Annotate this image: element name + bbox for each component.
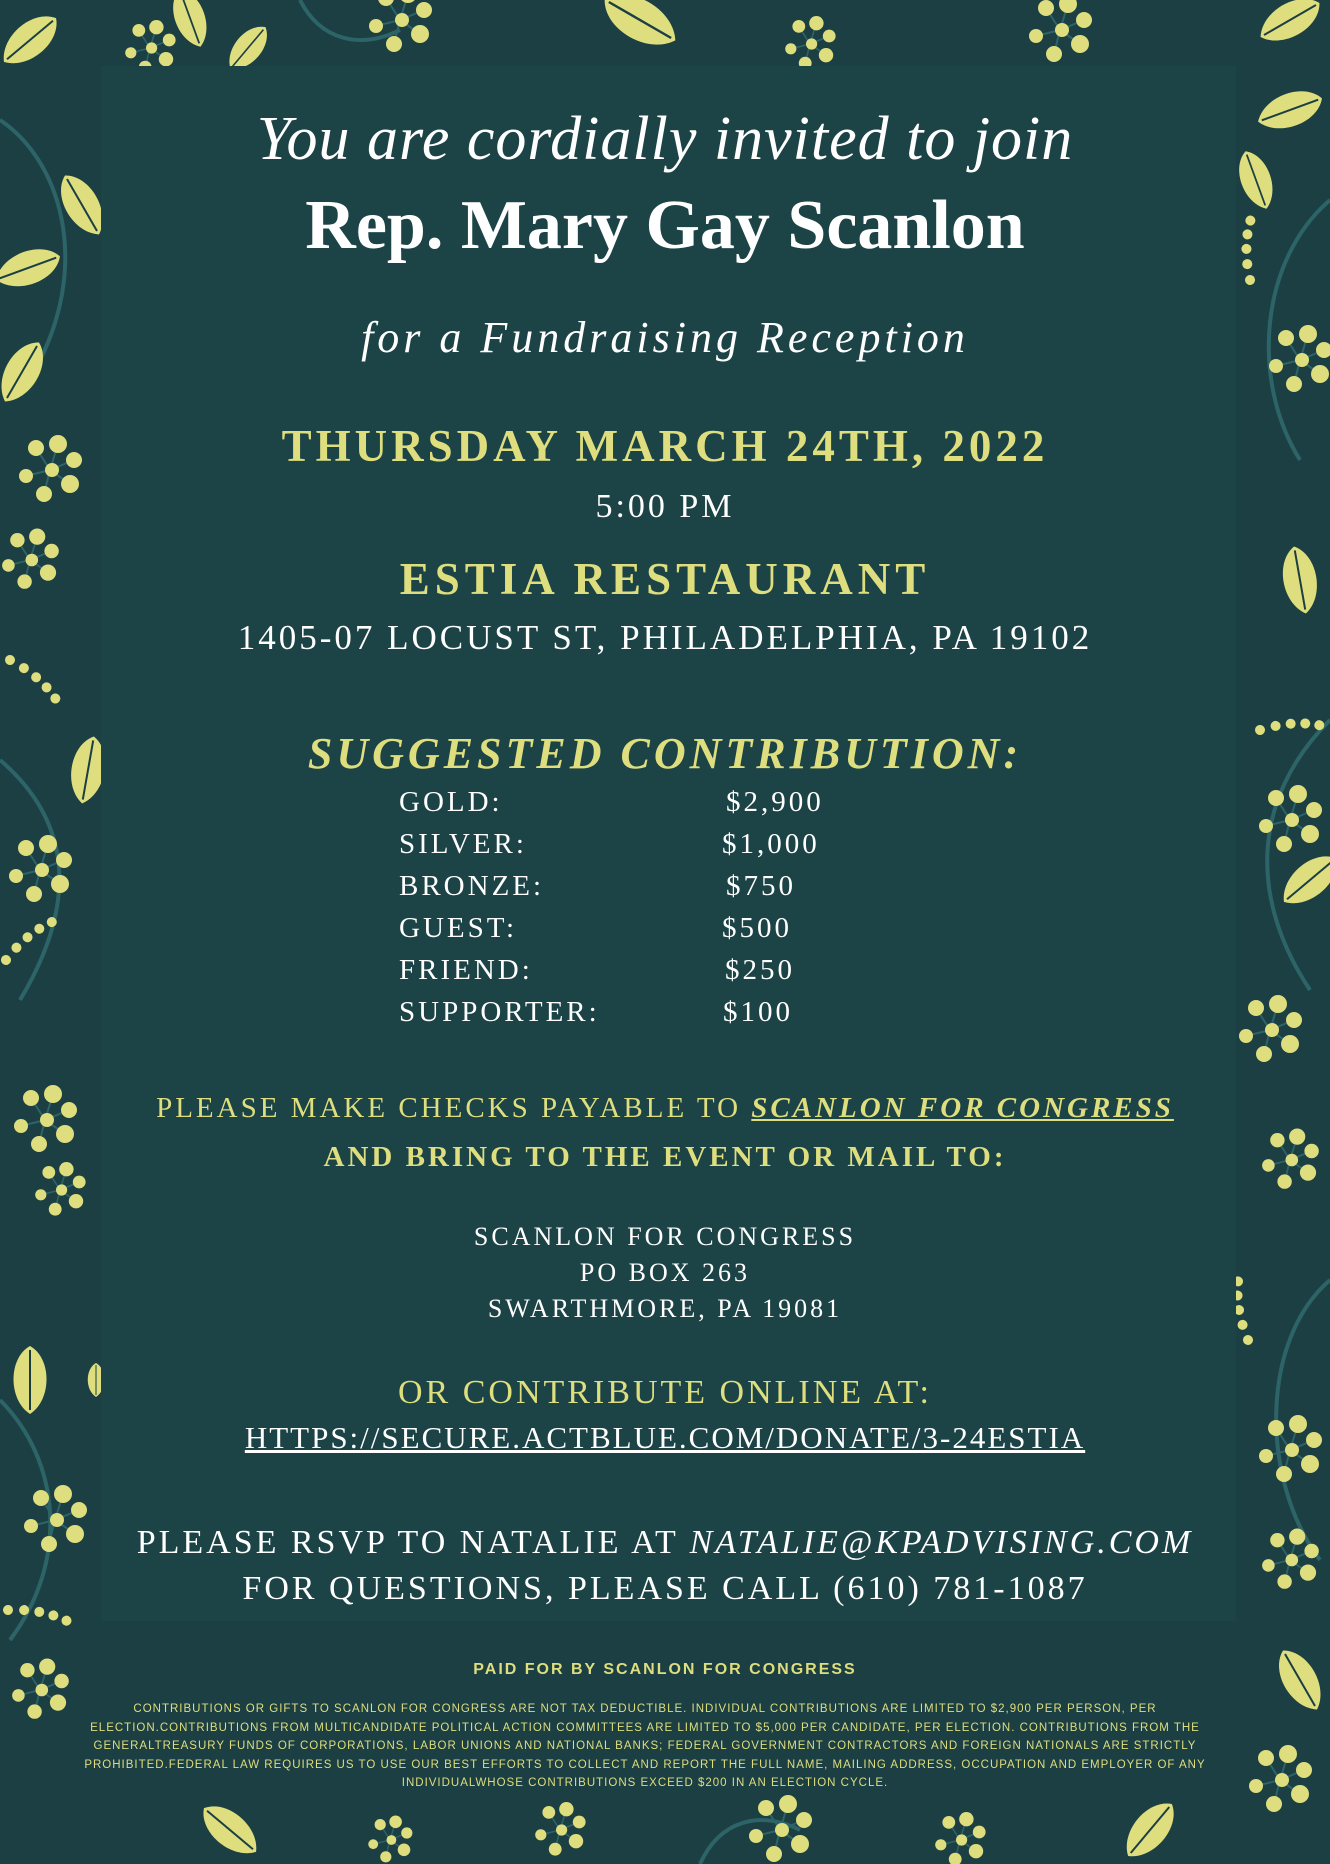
venue-address: 1405-07 LOCUST ST, PHILADELPHIA, PA 19102	[237, 618, 1093, 657]
tier-amount: $250	[725, 954, 795, 986]
rsvp-line	[0, 1524, 1330, 1562]
paid-for-notice: PAID FOR BY SCANLON FOR CONGRESS	[473, 1661, 857, 1678]
tier-row-gold	[399, 786, 899, 828]
tier-row-supporter	[399, 996, 899, 1038]
contribution-title: SUGGESTED CONTRIBUTION:	[307, 729, 1023, 778]
legal-disclaimer: CONTRIBUTIONS OR GIFTS TO SCANLON FOR CONGRESS ARE NOT TAX DEDUCTIBLE. INDIVIDUAL CONTRIBUTIONS ARE LIMITED TO $2,900 PER PERSON, PER ELECTION.CONTRIBUTIONS FROM MULTICANDIDATE POLITICAL ACTION COMMITTEES ARE LIMITED TO $5,000 PER CANDIDATE, PER ELECTION. CONTRIBUTIONS FROM THE GENERALTREASURY FUNDS OF CORPORATIONS, LABOR UNIONS AND NATIONAL BANKS; FEDERAL GOVERNMENT CONTRACTORS AND FOREIGN NATIONALS ARE STRICTLY PROHIBITED.FEDERAL LAW REQUIRES US TO USE OUR BEST EFFORTS TO COLLECT AND REPORT THE FULL NAME, MAILING ADDRESS, OCCUPATION AND EMPLOYER OF ANY INDIVIDUALWHOSE CONTRIBUTIONS EXCEED $200 IN AN ELECTION CYCLE.	[84, 1703, 1206, 1789]
invite-line: You are cordially invited to join	[256, 105, 1074, 173]
contribution-tier-list	[399, 786, 899, 1038]
tier-row-friend	[399, 954, 899, 996]
donation-link[interactable]: HTTPS://SECURE.ACTBLUE.COM/DONATE/3-24ESTIA	[244, 1420, 1086, 1455]
online-contribution-label: OR CONTRIBUTE ONLINE AT:	[397, 1374, 932, 1411]
questions-line: FOR QUESTIONS, PLEASE CALL (610) 781-1087	[242, 1570, 1088, 1607]
tier-name: FRIEND:	[399, 954, 533, 986]
tier-name: SILVER:	[399, 828, 527, 860]
event-date: THURSDAY MARCH 24TH, 2022	[281, 421, 1049, 471]
tier-name: SUPPORTER:	[399, 996, 600, 1028]
rsvp-email-link[interactable]: NATALIE@KPADVISING.COM	[689, 1524, 1194, 1561]
tier-amount: $100	[723, 996, 793, 1028]
tier-row-bronze	[399, 870, 899, 912]
honoree-name: Rep. Mary Gay Scanlon	[305, 187, 1025, 264]
rsvp-prefix: PLEASE RSVP TO NATALIE AT	[136, 1524, 679, 1561]
tier-row-guest	[399, 912, 899, 954]
event-time: 5:00 PM	[595, 488, 735, 525]
tier-name: GOLD:	[399, 786, 503, 818]
event-type: for a Fundraising Reception	[361, 313, 969, 362]
mailing-address-line: PO BOX 263	[579, 1258, 751, 1287]
checks-payee: SCANLON FOR CONGRESS	[751, 1092, 1174, 1124]
checks-payable-line	[0, 1092, 1330, 1125]
tier-amount: $750	[726, 870, 796, 902]
checks-mail-instruction: AND BRING TO THE EVENT OR MAIL TO:	[323, 1141, 1007, 1173]
tier-amount: $500	[722, 912, 792, 944]
tier-amount: $1,000	[722, 828, 820, 860]
tier-name: GUEST:	[399, 912, 518, 944]
tier-row-silver	[399, 828, 899, 870]
checks-payable-prefix: PLEASE MAKE CHECKS PAYABLE TO	[156, 1092, 742, 1124]
venue-name: ESTIA RESTAURANT	[399, 554, 931, 604]
mailing-address-line: SWARTHMORE, PA 19081	[487, 1294, 843, 1323]
tier-amount: $2,900	[726, 786, 824, 818]
tier-name: BRONZE:	[399, 870, 545, 902]
mailing-address-line: SCANLON FOR CONGRESS	[473, 1222, 857, 1251]
